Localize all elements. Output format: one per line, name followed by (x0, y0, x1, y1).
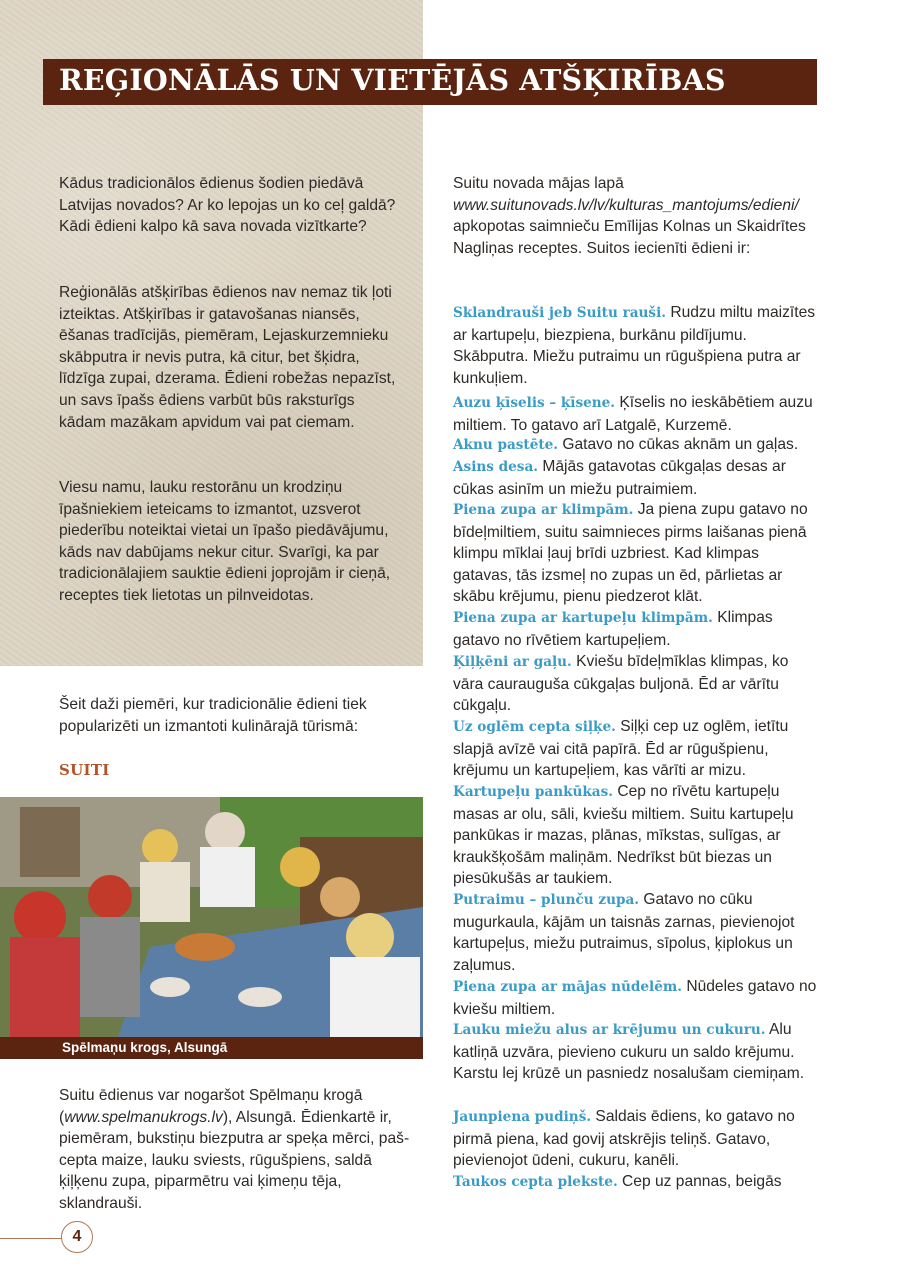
section-heading-suiti: SUITI (59, 761, 110, 779)
photo-illustration (0, 797, 423, 1059)
dish-description: Klimpas gatavo no rīvētiem kartupeļiem. (453, 609, 773, 649)
suiti-paragraph (59, 1085, 411, 1215)
dish-item (453, 716, 821, 782)
dish-item (453, 976, 821, 1020)
dish-description: Gatavo no cūkas aknām un gaļas. (562, 436, 799, 453)
dish-name: Jaunpiena pudiņš. (453, 1109, 592, 1125)
dish-item (453, 392, 821, 436)
dish-item (453, 456, 793, 500)
intro-text-end: apkopotas saimnieču Emīlijas Kolnas un Skaidrītes Nagliņas receptes. Suitos iecienīti ēdieni ir: (453, 218, 806, 257)
dish-description: Mājās gatavotas cūkgaļas desas ar cūkas asinīm un miežu putraimiem. (453, 458, 786, 498)
dish-name: Uz oglēm cepta siļķe. (453, 719, 616, 735)
dish-name: Piena zupa ar mājas nūdelēm. (453, 979, 682, 995)
title-banner (43, 59, 817, 105)
right-intro-paragraph (453, 173, 813, 259)
dish-description: Cep no rīvētu kartupeļu masas ar olu, sāli, kviešu miltiem. Suitu kartupeļu pankūkas ir mazas, plānas, mīkstas, sulīgas, ar kraukšķošām maliņām. Nedrīkst būt biezas un piesūkušās ar taukiem. (453, 783, 794, 888)
suiti-text-end: ), Alsungā. Ēdienkartē ir, piemēram, bukstiņu biezputra ar speķa mērci, pašcepta maize, lauku sviests, rūgušpiens, saldā ķiļķenu zupa, piparmētru vai ķimeņu tēja, sklandrauši. (59, 1108, 410, 1212)
page-title: REĢIONĀLĀS UN VIETĒJĀS ATŠĶIRĪBAS (59, 63, 726, 97)
left-paragraph-regional: Reģionālās atšķirības ēdienos nav nemaz tik ļoti izteiktas. Atšķirības ir gatavošanas niansēs, ēšanas tradīcijās, piemēram, Lejaskurzemnieku skābputra ir nevis putra, kā citur, bet šķidra, līdzīga zupai, dzerama. Ēdieni robežas nepazīst, un savs īpašs ēdiens varbūt būs raksturīgs kādam mazākam apvidum vai pat ciemam. (59, 284, 396, 431)
dish-item (453, 499, 821, 608)
dish-name: Piena zupa ar klimpām. (453, 502, 634, 518)
dish-name: Kartupeļu pankūkas. (453, 784, 613, 800)
dish-description: Kviešu bīdeļmīklas klimpas, ko vāra caurauguša cūkgaļas buljonā. Ēd ar vārītu cūkgaļu. (453, 653, 789, 715)
photo-caption-bar (0, 1037, 423, 1059)
intro-text-start: Suitu novada mājas lapā (453, 175, 624, 192)
page-number-line (0, 1238, 64, 1239)
dish-description: Saldais ēdiens, ko gatavo no pirmā piena, kad govij atskrējis teliņš. Gatavo, pievienojot ūdeni, cukuru, kanēli. (453, 1108, 795, 1170)
dish-item (453, 302, 821, 389)
dish-name: Sklandrauši jeb Suitu rauši. (453, 305, 666, 321)
dish-name: Piena zupa ar kartupeļu klimpām. (453, 610, 713, 626)
dish-item (453, 889, 821, 976)
suiti-text-start: Suitu ēdienus var nogaršot Spēlmaņu krogā ( (59, 1087, 363, 1126)
dish-name: Lauku miežu alus ar krējumu un cukuru. (453, 1022, 766, 1038)
dish-name: Taukos cepta plekste. (453, 1174, 618, 1190)
dish-item (453, 1019, 821, 1085)
dish-name: Putraimu – plunču zupa. (453, 892, 640, 908)
dish-description: Cep uz pannas, beigās (622, 1173, 782, 1190)
dish-name: Asins desa. (453, 459, 538, 475)
dish-name: Auzu ķīselis – ķīsene. (453, 395, 616, 411)
spelmanu-krogs-link[interactable]: www.spelmanukrogs.lv (64, 1108, 223, 1126)
dish-description: Rudzu miltu maizītes ar kartupeļu, biezpiena, burkānu pildījumu. Skābputra. Miežu putraimu un rūgušpiena putra ar kunkuļiem. (453, 304, 816, 387)
dish-item (453, 434, 821, 457)
dish-name: Aknu pastēte. (453, 437, 559, 453)
dish-name: Ķiļķēni ar gaļu. (453, 654, 572, 670)
dish-item (453, 1106, 821, 1172)
left-paragraph-intro: Kādus tradicionālos ēdienus šodien piedāvā Latvijas novados? Ar ko lepojas un ko ceļ galdā? Kādi ēdieni kalpo kā sava novada vizītkarte? (59, 175, 396, 236)
dish-description: Ja piena zupu gatavo no bīdeļmiltiem, suitu saimnieces pirms laišanas pienā klimpu mīklai ļauj brīdi uzbriest. Kad klimpas gatavas, tās izsmeļ no zupas un ēd, pārlietas ar skābu krējumu, pienu piedzerot klāt. (453, 501, 808, 606)
photo-caption: Spēlmaņu krogs, Alsungā (62, 1040, 228, 1055)
left-paragraph-examples: Šeit daži piemēri, kur tradicionālie ēdieni tiek popularizēti un izmantoti kulinārajā tūrismā: (59, 696, 367, 735)
dish-item (453, 651, 821, 717)
dish-item (453, 781, 821, 890)
dish-description: Siļķi cep uz oglēm, ietītu slapjā avīzē vai citā papīrā. Ēd ar rūgušpienu, krējumu un kartupeļiem, kas vārīti ar mizu. (453, 718, 789, 780)
dish-description: Ķīselis no ieskābētiem auzu miltiem. To gatavo arī Latgalē, Kurzemē. (453, 394, 813, 434)
suitunovads-link[interactable]: www.suitunovads.lv/lv/kulturas_mantojums/edieni/ (453, 196, 799, 214)
dish-description: Nūdeles gatavo no kviešu miltiem. (453, 978, 817, 1018)
photo-spelmanu-krogs (0, 797, 423, 1059)
left-paragraph-owners: Viesu namu, lauku restorānu un krodziņu īpašniekiem ieteicams to izmantot, uzsverot piederību noteiktai vietai un īpašo piedāvājumu, kāds nav dabūjams nekur citur. Svarīgi, ka par tradicionālajiem sauktie ēdieni joprojām ir cieņā, receptes tiek lietotas un pilnveidotas. (59, 479, 391, 604)
dish-item (453, 1171, 821, 1194)
dish-description: Alu katliņā uzvāra, pievieno cukuru un saldo krējumu. Karstu lej krūzē un pasniedz nosalušam ciemiņam. (453, 1021, 805, 1083)
page-number: 4 (61, 1221, 93, 1253)
dish-item (453, 607, 821, 651)
dish-description: Gatavo no cūku mugurkaula, kājām un taisnās zarnas, pievienojot kartupeļus, miežu putraimus, sīpolus, ķiplokus un zaļumus. (453, 891, 795, 974)
